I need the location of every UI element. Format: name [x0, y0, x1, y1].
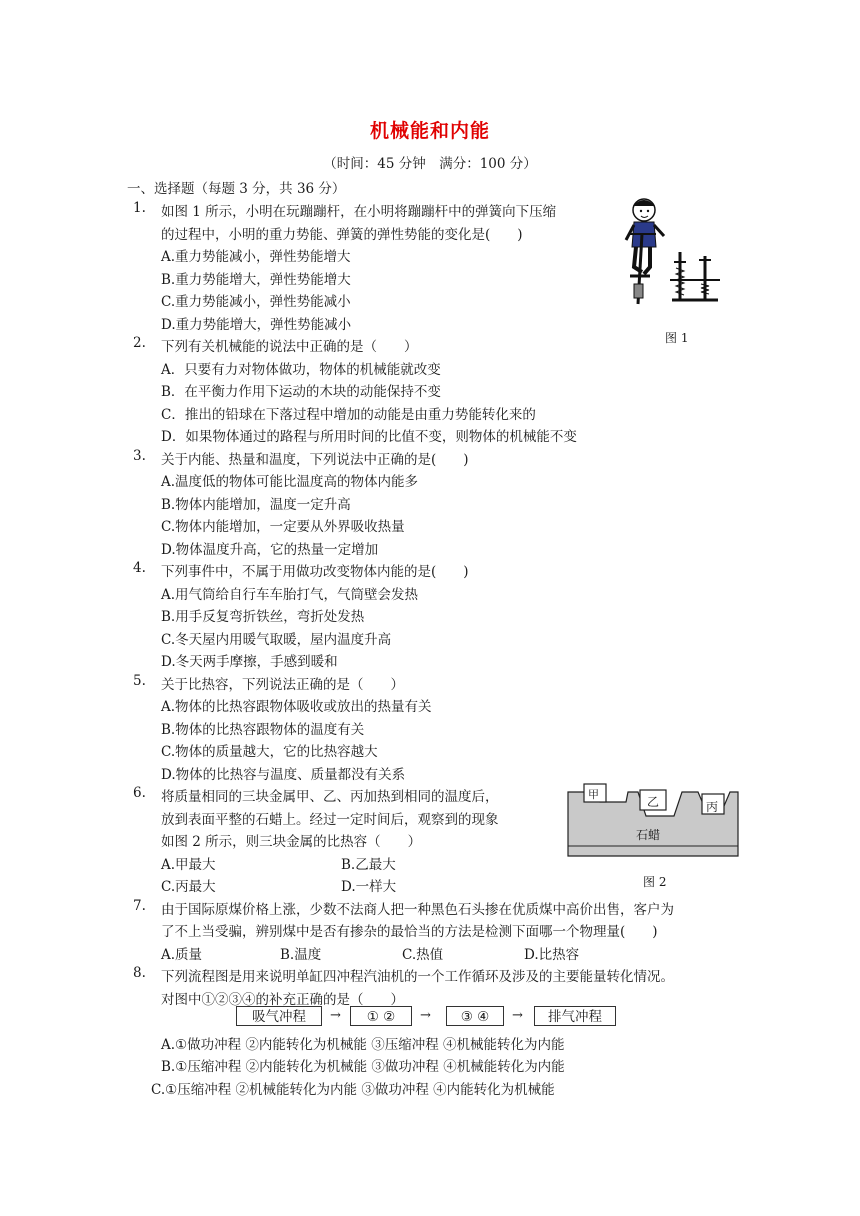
- question-stem: 由于国际原煤价格上涨，少数不法商人把一种黑色石头掺在优质煤中高价出售，客户为: [161, 902, 674, 918]
- option-a: A.①做功冲程 ②内能转化为机械能 ③压缩冲程 ④机械能转化为内能: [161, 1037, 565, 1053]
- arrow-icon: →: [330, 1008, 341, 1023]
- question-number: 2.: [133, 335, 146, 351]
- question-number: 6.: [133, 785, 146, 801]
- option-a: A.用气筒给自行车车胎打气，气筒壁会发热: [161, 587, 419, 603]
- question-stem: 如图 1 所示，小明在玩蹦蹦杆，在小明将蹦蹦杆中的弹簧向下压缩: [161, 204, 557, 220]
- option-c: C.冬天屋内用暖气取暖，屋内温度升高: [161, 632, 392, 648]
- option-a: A.重力势能减小，弹性势能增大: [161, 249, 351, 265]
- question-stem: 将质量相同的三块金属甲、乙、丙加热到相同的温度后，: [161, 789, 499, 805]
- question-stem: 下列有关机械能的说法中正确的是（ ）: [161, 339, 418, 355]
- option-c: C.物体的质量越大，它的比热容越大: [161, 744, 378, 760]
- question-stem: 的过程中，小明的重力势能、弹簧的弹性势能的变化是( ): [161, 227, 523, 243]
- label-yi: 乙: [647, 795, 660, 809]
- option-d: D.一样大: [341, 879, 397, 895]
- option-b: B.温度: [280, 947, 322, 963]
- label-jia: 甲: [588, 788, 599, 801]
- option-b: B.用手反复弯折铁丝，弯折处发热: [161, 609, 365, 625]
- option-d: D.重力势能增大，弹性势能减小: [161, 317, 352, 333]
- flow-box-3-4: ③ ④: [446, 1006, 504, 1026]
- flow-box-1-2: ① ②: [350, 1006, 412, 1026]
- figure-caption: 图 1: [665, 331, 689, 345]
- question-number: 8.: [133, 965, 146, 981]
- option-d: D.物体温度升高，它的热量一定增加: [161, 542, 379, 558]
- option-d: D.物体的比热容与温度、质量都没有关系: [161, 767, 406, 783]
- question-stem: 了不上当受骗，辨别煤中是否有掺杂的最恰当的方法是检测下面哪一个物理量( ): [161, 924, 658, 940]
- option-d: D.冬天两手摩擦，手感到暖和: [161, 654, 338, 670]
- option-d: D.比热容: [524, 947, 580, 963]
- option-b: B．在平衡力作用下运动的木块的动能保持不变: [161, 384, 441, 400]
- question-number: 1.: [133, 200, 146, 216]
- arrow-icon: →: [420, 1008, 431, 1023]
- exam-info: （时间：45 分钟 满分：100 分）: [323, 156, 537, 172]
- question-stem: 如图 2 所示，则三块金属的比热容（ ）: [161, 834, 422, 850]
- label-wax: 石蜡: [636, 828, 661, 842]
- flow-box-exhaust: 排气冲程: [534, 1006, 616, 1026]
- option-a: A.物体的比热容跟物体吸收或放出的热量有关: [161, 699, 432, 715]
- option-a: A.温度低的物体可能比温度高的物体内能多: [161, 474, 419, 490]
- option-c: C.丙最大: [161, 879, 216, 895]
- page-title: 机械能和内能: [369, 120, 490, 142]
- flow-box-intake: 吸气冲程: [236, 1006, 322, 1026]
- option-a: A．只要有力对物体做功，物体的机械能就改变: [161, 362, 441, 378]
- pogo-stick-figure: [620, 192, 724, 310]
- option-b: B.乙最大: [341, 857, 396, 873]
- figure-caption: 图 2: [643, 875, 667, 889]
- option-c: C.热值: [402, 947, 444, 963]
- question-number: 5.: [133, 673, 146, 689]
- option-b: B.物体的比热容跟物体的温度有关: [161, 722, 365, 738]
- option-c: C.重力势能减小，弹性势能减小: [161, 294, 351, 310]
- question-stem: 对图中①②③④的补充正确的是（ ）: [161, 992, 404, 1008]
- option-c: C．推出的铅球在下落过程中增加的动能是由重力势能转化来的: [161, 407, 536, 423]
- option-b: B.物体内能增加，温度一定升高: [161, 497, 351, 513]
- question-stem: 放到表面平整的石蜡上。经过一定时间后，观察到的现象: [161, 812, 499, 828]
- question-number: 7.: [133, 898, 146, 914]
- option-b: B.①压缩冲程 ②内能转化为机械能 ③做功冲程 ④机械能转化为内能: [161, 1059, 565, 1075]
- option-b: B.重力势能增大，弹性势能增大: [161, 272, 351, 288]
- question-number: 3.: [133, 448, 146, 464]
- option-a: A.质量: [161, 947, 203, 963]
- option-a: A.甲最大: [161, 857, 216, 873]
- label-bing: 丙: [706, 800, 719, 814]
- question-stem: 关于比热容，下列说法正确的是（ ）: [161, 677, 404, 693]
- section-heading: 一、选择题（每题 3 分，共 36 分）: [127, 181, 346, 197]
- option-d: D．如果物体通过的路程与所用时间的比值不变，则物体的机械能不变: [161, 429, 577, 445]
- question-stem: 关于内能、热量和温度，下列说法中正确的是( ): [161, 452, 469, 468]
- option-c: C.①压缩冲程 ②机械能转化为内能 ③做功冲程 ④内能转化为机械能: [151, 1082, 555, 1098]
- arrow-icon: →: [512, 1008, 523, 1023]
- option-c: C.物体内能增加，一定要从外界吸收热量: [161, 519, 405, 535]
- question-stem: 下列事件中，不属于用做功改变物体内能的是( ): [161, 564, 469, 580]
- question-number: 4.: [133, 560, 146, 576]
- question-stem: 下列流程图是用来说明单缸四冲程汽油机的一个工作循环及涉及的主要能量转化情况。: [161, 969, 674, 985]
